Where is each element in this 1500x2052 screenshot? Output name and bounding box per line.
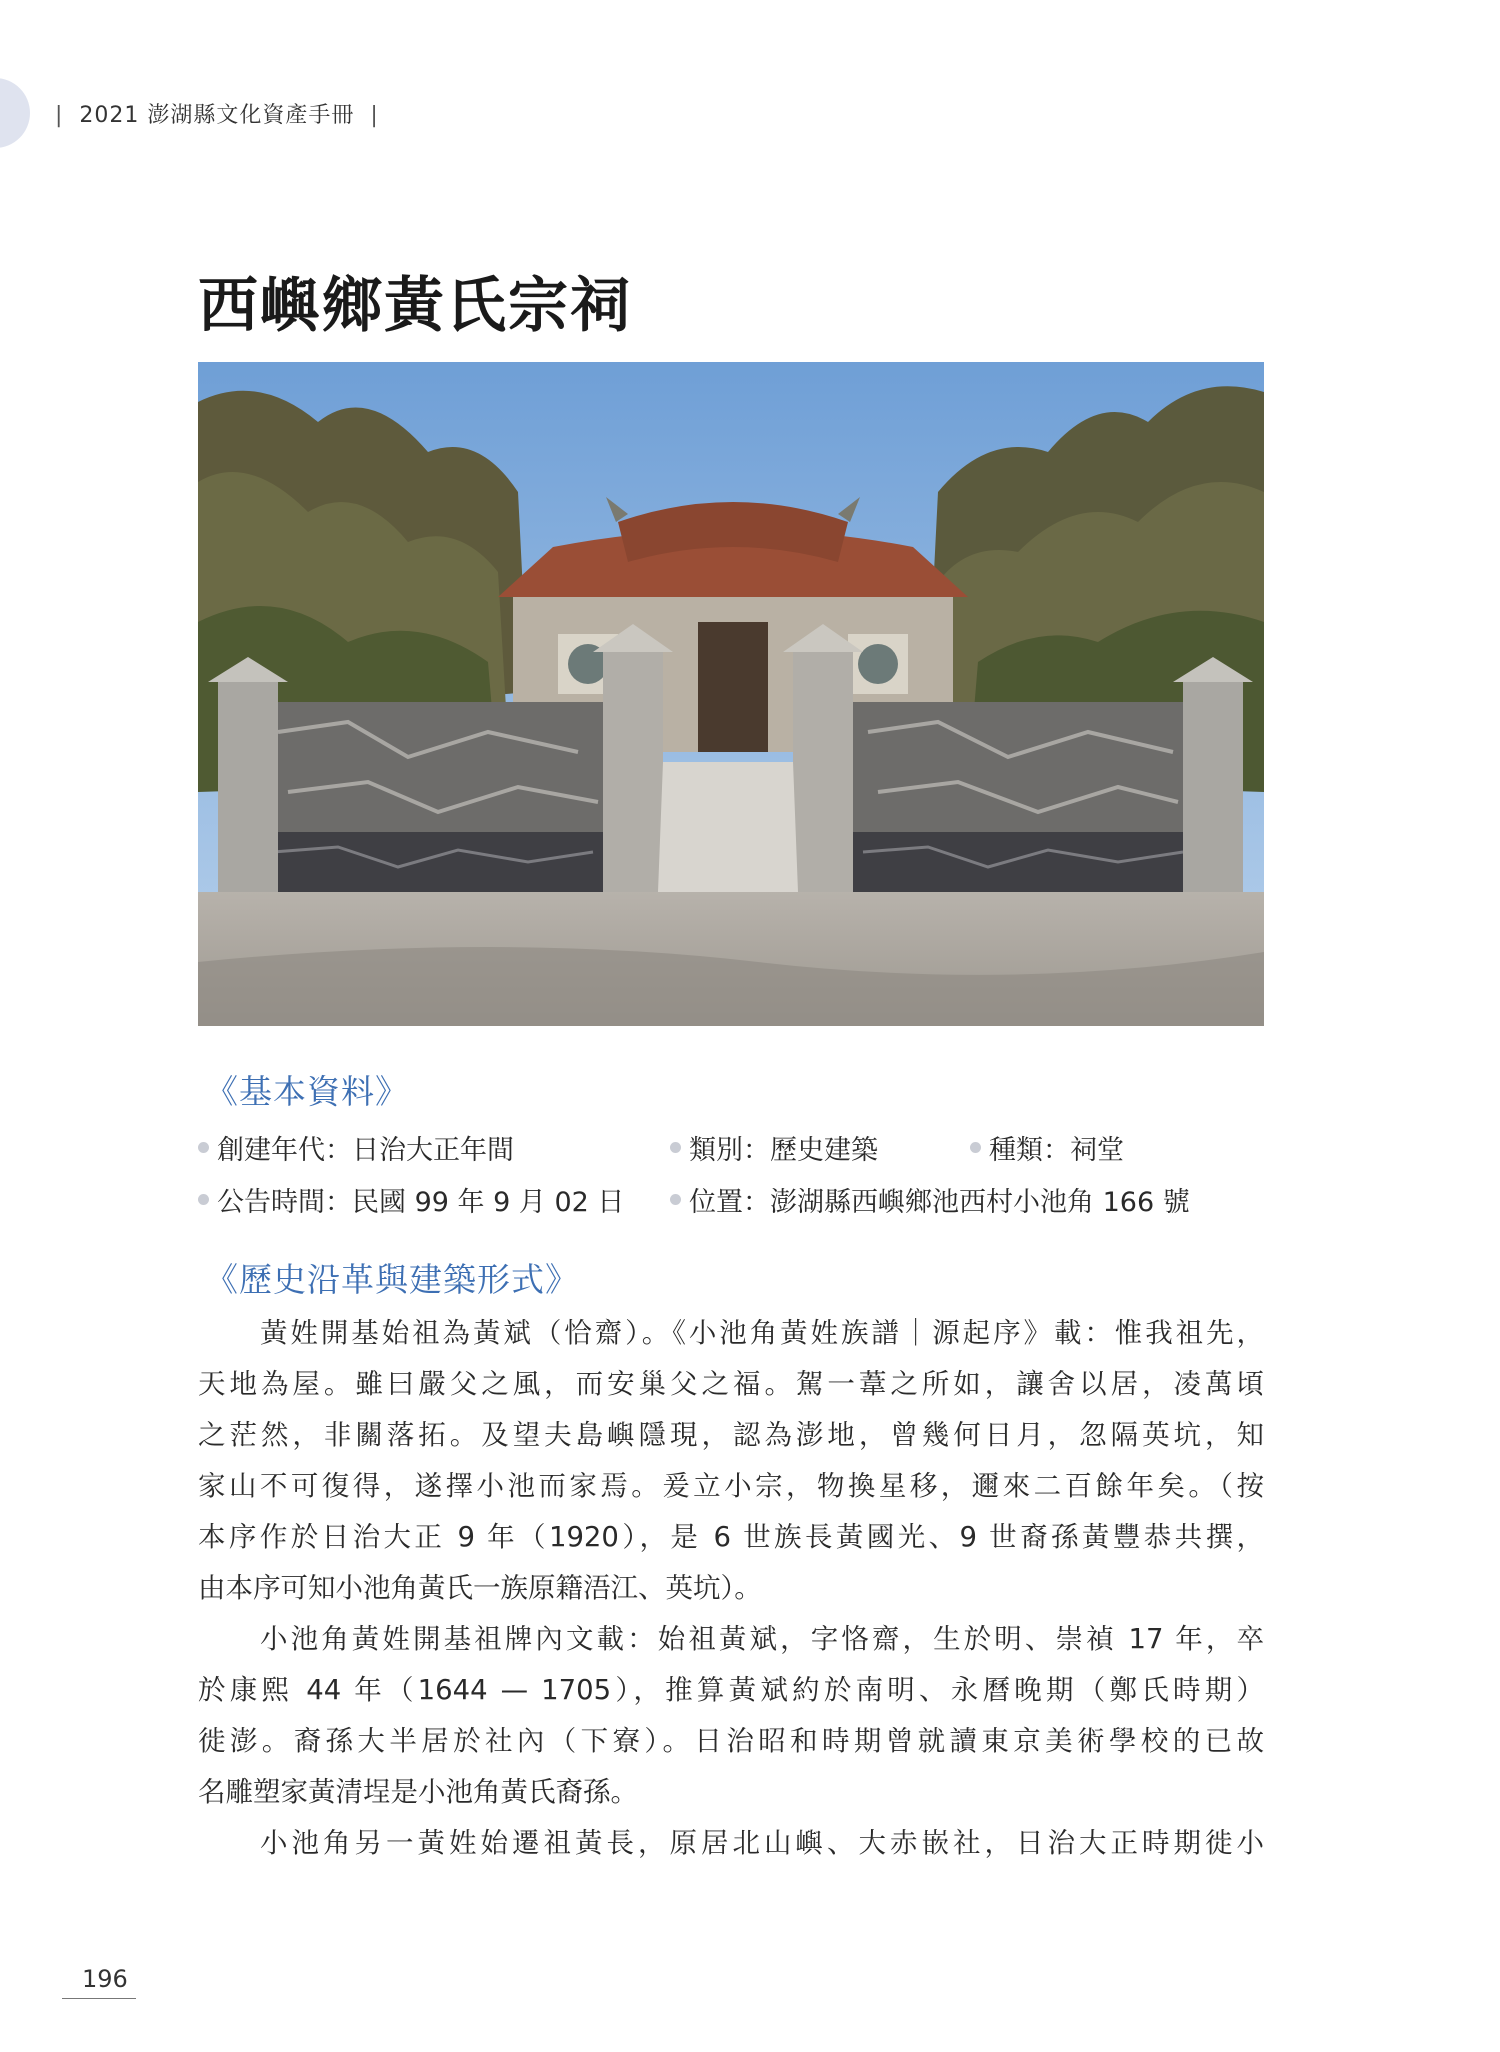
- header-bar-left: |: [55, 103, 64, 128]
- info-category-text: 類別：歷史建築: [689, 1135, 878, 1166]
- info-announced-text: 公告時間：民國 99 年 9 月 02 日: [217, 1187, 625, 1218]
- history-line: 小池角另一黃姓始遷祖黃長，原居北山嶼、大赤嵌社，日治大正時期徙小: [260, 1827, 1264, 1859]
- corner-tab-decoration: [0, 78, 30, 148]
- info-built-text: 創建年代：日治大正年間: [217, 1135, 514, 1166]
- info-type: [970, 1128, 1124, 1167]
- info-type-text: 種類：祠堂: [989, 1135, 1124, 1166]
- history-line: 由本序可知小池角黃氏一族原籍浯江、英坑）。: [198, 1572, 762, 1604]
- history-line: 於康熙 44 年（1644 — 1705），推算黃斌約於南明、永曆晚期（鄭氏時期）: [198, 1674, 1264, 1706]
- bullet-icon: [198, 1142, 209, 1153]
- page-title: 西嶼鄉黃氏宗祠: [198, 271, 632, 341]
- header-bar-right: |: [370, 103, 379, 128]
- temple-photo-illustration: [198, 362, 1264, 1026]
- info-category: [670, 1128, 878, 1167]
- history-line: 小池角黃姓開基祖牌內文載：始祖黃斌，字恪齋，生於明、崇禎 17 年，卒: [260, 1623, 1264, 1655]
- history-heading: 《歷史沿革與建築形式》: [205, 1260, 579, 1299]
- info-location-text: 位置：澎湖縣西嶼鄉池西村小池角 166 號: [689, 1187, 1190, 1218]
- temple-photo: [198, 362, 1264, 1026]
- running-header: [55, 98, 379, 129]
- info-announced: [198, 1180, 624, 1219]
- bullet-icon: [198, 1194, 209, 1205]
- bullet-icon: [670, 1142, 681, 1153]
- info-location: [670, 1180, 1190, 1219]
- history-body: [198, 1308, 1264, 1869]
- history-line: 名雕塑家黃清埕是小池角黃氏裔孫。: [198, 1776, 638, 1808]
- history-line: 家山不可復得，遂擇小池而家焉。爰立小宗，物換星移，邇來二百餘年矣。（按: [198, 1470, 1264, 1502]
- bullet-icon: [970, 1142, 981, 1153]
- page-number-rule: [62, 1998, 136, 1999]
- info-built: [198, 1128, 514, 1167]
- page-number: 196: [82, 1965, 128, 1993]
- history-line: 天地為屋。雖曰嚴父之風，而安巢父之福。駕一葦之所如，讓舍以居，凌萬頃: [198, 1368, 1264, 1400]
- history-line: 徙澎。裔孫大半居於社內（下寮）。日治昭和時期曾就讀東京美術學校的已故: [198, 1725, 1264, 1757]
- history-line: 本序作於日治大正 9 年（1920），是 6 世族長黃國光、9 世裔孫黃豐恭共撰，: [198, 1521, 1264, 1553]
- basic-info-heading: 《基本資料》: [205, 1072, 409, 1111]
- history-line: 黃姓開基始祖為黃斌（恰齋）。《小池角黃姓族譜｜源起序》載：惟我祖先，: [260, 1317, 1264, 1349]
- running-title: 2021 澎湖縣文化資產手冊: [79, 103, 355, 128]
- history-line: 之茫然，非關落拓。及望夫島嶼隱現，認為澎地，曾幾何日月，忽隔英坑，知: [198, 1419, 1264, 1451]
- bullet-icon: [670, 1194, 681, 1205]
